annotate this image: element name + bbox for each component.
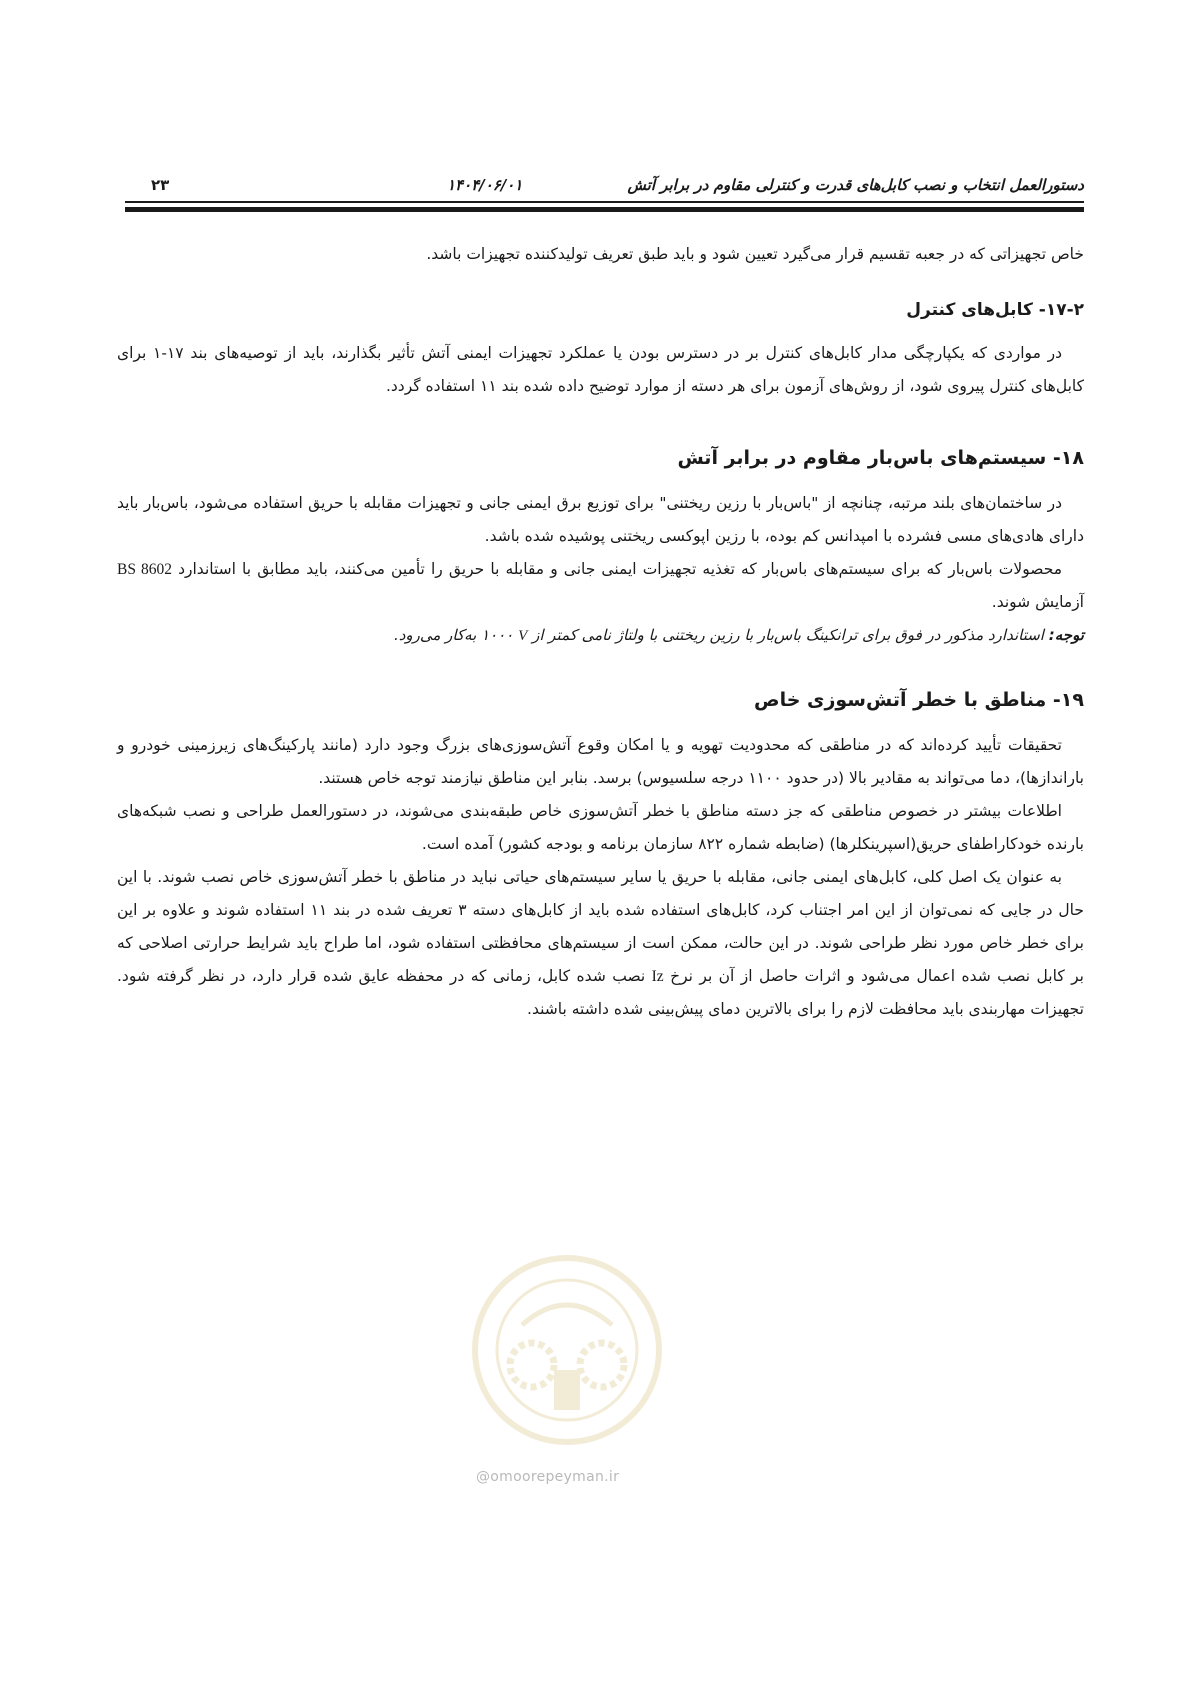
- note-unit: V: [518, 628, 528, 644]
- paragraph-18-b-text: محصولات باس‌بار که برای سیستم‌های باس‌بار که تغذیه تجهیزات ایمنی جانی و مقابله با حریق را تأمین می‌کنند، باید مطابق با استاندارد: [172, 560, 1062, 578]
- note-end: به‌کار می‌رود.: [393, 626, 482, 644]
- paragraph-19-c-end: نصب شده کابل، زمانی که در محفظه عایق شده قرار دارد، در نظر گرفته شود. تجهیزات مهاربندی باید محافظت لازم را برای بالاترین دمای پیش‌بینی شده داشته باشند.: [117, 967, 1084, 1018]
- paragraph-intro: خاص تجهیزاتی که در جعبه تقسیم قرار می‌گیرد تعیین شود و باید طبق تعریف تولیدکننده تجهیزات باشد.: [426, 245, 1084, 263]
- paragraph-17-2: در مواردی که یکپارچگی مدار کابل‌های کنترل بر در دسترس بودن یا عملکرد تجهیزات ایمنی آتش تأثیر بگذارند، باید از توصیه‌های بند ۱۷-۱ برای کابل‌های کنترل پیروی شود، از روش‌های آزمون برای هر دسته از موارد توضیح داده شده بند ۱۱ استفاده گردد.: [117, 344, 1084, 395]
- watermark-logo: [462, 1250, 672, 1450]
- iz-symbol: Iz: [651, 968, 664, 985]
- header-rule-thin: [125, 201, 1084, 203]
- paragraph-18-b: [117, 553, 1084, 619]
- standard-code: BS 8602: [117, 561, 173, 578]
- header-title: دستورالعمل انتخاب و نصب کابل‌های قدرت و کنترلی مقاوم در برابر آتش: [627, 176, 1084, 194]
- paragraph-19-c-text: به عنوان یک اصل کلی، کابل‌های ایمنی جانی، مقابله با حریق یا سایر سیستم‌های حیاتی نباید در مناطق با خطر آتش‌سوزی خاص نصب شوند. با این حال در جایی که نمی‌توان از این امر اجتناب کرد، کابل‌های استفاده شده باید از کابل‌های دسته ۳ تعریف شده در بند ۱۱ استفاده شوند و علاوه بر این برای خطر خاص مورد نظر طراحی شوند. در این حالت، ممکن است از سیستم‌های محافظتی استفاده شود، اما طراح باید شرایط حرارتی اصلاحی که بر کابل نصب شده اعمال می‌شود و اثرات حاصل از آن بر نرخ: [117, 868, 1084, 985]
- paragraph-18-a: در ساختمان‌های بلند مرتبه، چنانچه از "باس‌بار با رزین ریختنی" برای توزیع برق ایمنی جانی و تجهیزات مقابله با حریق استفاده می‌شود، باس‌بار باید دارای هادی‌های مسی فشرده با امپدانس کم بوده، با رزین اپوکسی ریختنی پوشیده شده باشد.: [117, 494, 1084, 545]
- paragraph-19-c: [117, 861, 1084, 1026]
- note-text: استاندارد مذکور در فوق برای ترانکینگ باس‌بار با رزین ریختنی با ولتاژ نامی کمتر از: [527, 626, 1049, 644]
- heading-19: ۱۹- مناطق با خطر آتش‌سوزی خاص: [754, 689, 1084, 711]
- header-date: ۱۴۰۴/۰۶/۰۱: [447, 176, 523, 194]
- page-body: [117, 238, 1084, 1026]
- paragraph-18-b-end: آزمایش شوند.: [991, 593, 1084, 611]
- paragraph-19-a: تحقیقات تأیید کرده‌اند که در مناطقی که محدودیت تهویه و یا امکان وقوع آتش‌سوزی‌های بزرگ وجود دارد (مانند پارکینگ‌های زیرزمینی خودرو و باراندازها)، دما می‌تواند به مقادیر بالا (در حدود ۱۱۰۰ درجه سلسیوس) برسد. بنابر این مناطق نیازمند توجه خاص هستند.: [117, 736, 1084, 787]
- watermark-text: @omoorepeyman.ir: [476, 1469, 620, 1485]
- note-value: ۱۰۰۰: [481, 626, 519, 644]
- header-rule-thick: [125, 207, 1084, 212]
- note-label: توجه:: [1048, 626, 1084, 644]
- paragraph-19-b: اطلاعات بیشتر در خصوص مناطقی که جز دسته مناطق با خطر آتش‌سوزی خاص طبقه‌بندی می‌شوند، در دستورالعمل طراحی و نصب شبکه‌های بارنده خودکاراطفای حریق(اسپرینکلرها) (ضابطه شماره ۸۲۲ سازمان برنامه و بودجه کشور) آمده است.: [117, 802, 1084, 853]
- page-number: ۲۳: [151, 176, 170, 194]
- note-paragraph: [117, 619, 1084, 653]
- heading-17-2: ۱۷-۲- کابل‌های کنترل: [906, 300, 1084, 320]
- heading-18: ۱۸- سیستم‌های باس‌بار مقاوم در برابر آتش: [677, 447, 1084, 469]
